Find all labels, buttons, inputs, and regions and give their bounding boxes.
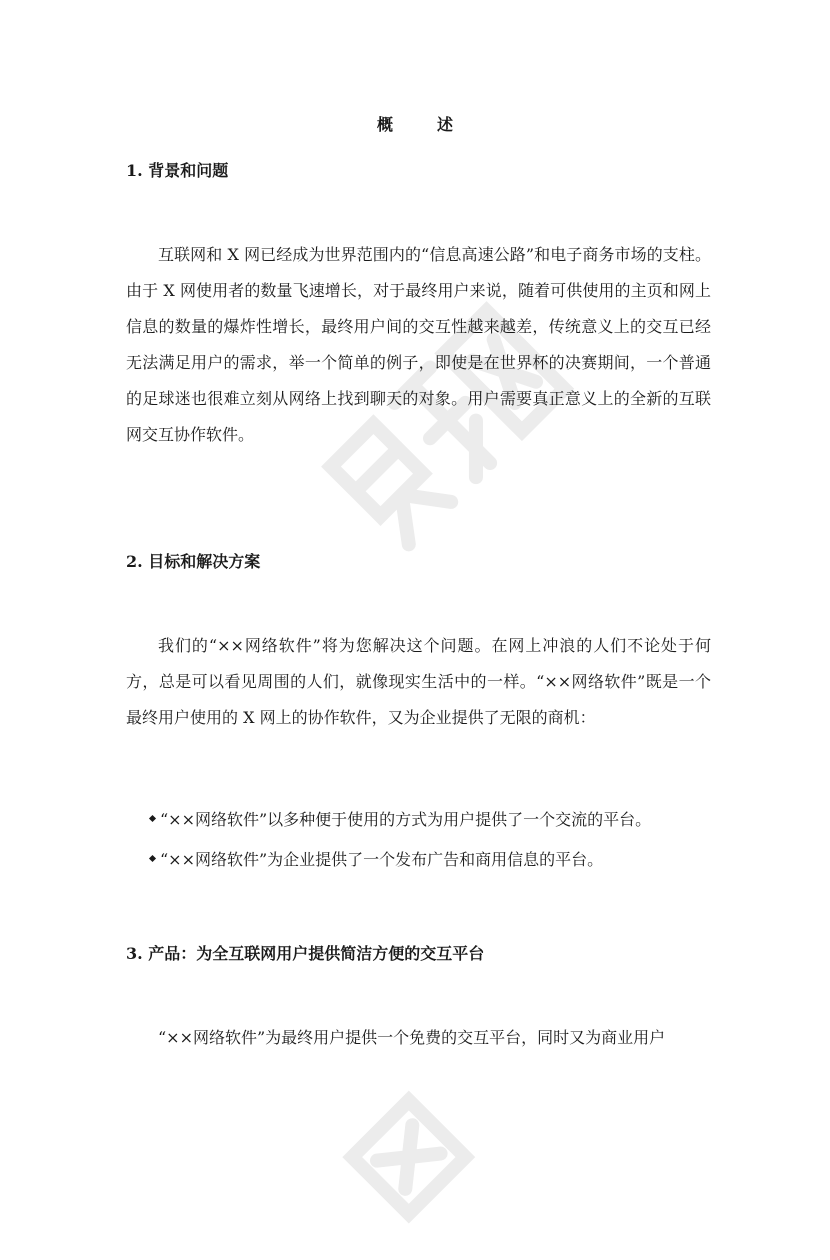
paragraph-product: “××网络软件”为最终用户提供一个免费的交互平台，同时又为商业用户: [158, 1028, 666, 1047]
paragraph-background: 互联网和 X 网已经成为世界范围内的“信息高速公路”和电子商务市场的支柱。由于 X 网使用者的数量飞速增长，对于最终用户来说，随着可供使用的主页和网上信息的数量的爆炸性增长，最终用户间的交互性越来越差，传统意义上的交互已经无法满足用户的需求，举一个简单的例子，即使是在世界杯的决赛期间，一个普通的足球迷也很难立刻从网络上找到聊天的对象。用户需要真正意义上的全新的互联网交互协作软件。: [126, 245, 711, 444]
section-heading-goals: 2. 目标和解决方案: [126, 552, 261, 571]
list-item-text: “××网络软件”以多种便于使用的方式为用户提供了一个交流的平台。: [160, 810, 652, 829]
bullet-icon: [149, 815, 156, 822]
bullet-icon: [149, 855, 156, 862]
list-item-text: “××网络软件”为企业提供了一个发布广告和商用信息的平台。: [160, 850, 604, 869]
document-title: 概 述: [376, 115, 467, 134]
bullet-list: [160, 800, 720, 880]
section-heading-product: 3. 产品：为全互联网用户提供简洁方便的交互平台: [126, 944, 485, 963]
paragraph-goals: 我们的“××网络软件”将为您解决这个问题。在网上冲浪的人们不论处于何方，总是可以看见周围的人们，就像现实生活中的一样。“××网络软件”既是一个最终用户使用的 X 网上的协作软件，又为企业提供了无限的商机：: [126, 636, 711, 727]
section-heading-background: 1. 背景和问题: [126, 161, 229, 180]
watermark-graphic-bottom: [250, 1040, 610, 1260]
list-item: [160, 840, 720, 880]
list-item: [160, 800, 720, 840]
